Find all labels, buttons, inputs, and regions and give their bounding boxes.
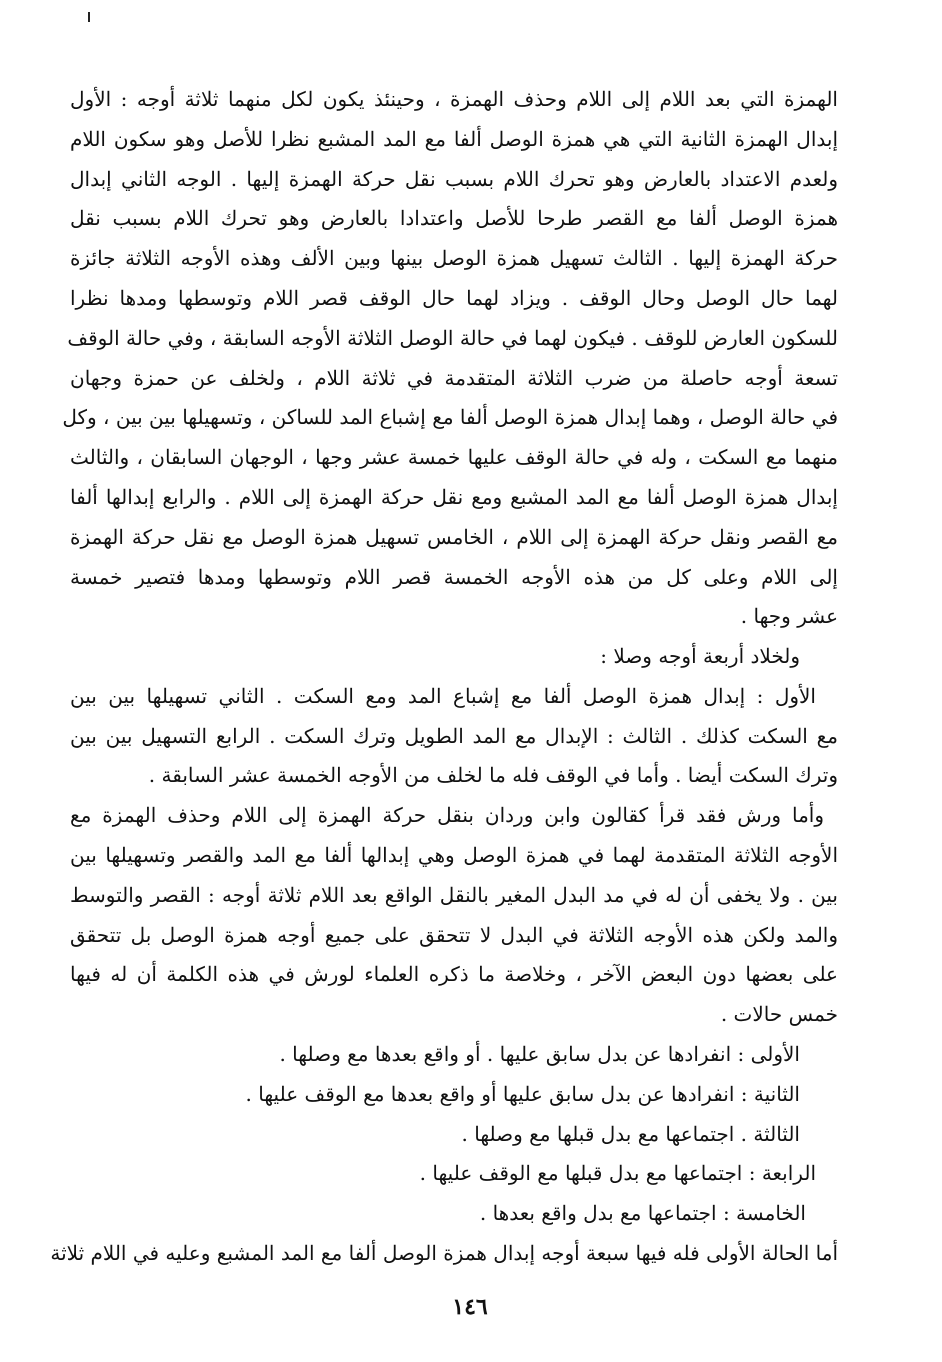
- text-line: منهما مع السكت ، وله في حالة الوقف عليها خمسة عشر وجها ، الوجهان السابقان ، والثالث: [70, 445, 838, 469]
- text-line: حركة الهمزة إليها . الثالث تسهيل همزة الوصل بينها وبين الألف وهذه الأوجه الثلاثة جائزة: [70, 246, 838, 270]
- text-line: في حالة الوصل ، وهما إبدال همزة الوصل ألفا مع إشباع المد للساكن ، وتسهيلها بين بين ، وكل: [62, 405, 838, 429]
- text-line: أما الحالة الأولى فله فيها سبعة أوجه إبدال همزة الوصل ألفا مع المد المشبع وعليه في اللام ثلاثة: [50, 1241, 838, 1265]
- text-line: للسكون العارض للوقف . فيكون لهما في حالة الوصل الثلاثة الأوجه السابقة ، وفي حالة الوقف: [67, 326, 838, 350]
- text-line: الأوجه الثلاثة المتقدمة لهما في همزة الوصل وهي إبدالها ألفا مع المد والقصر وتسهيلها بين: [70, 843, 838, 867]
- text-line: إبدال همزة الوصل ألفا مع المد المشبع ومع نقل حركة الهمزة إلى اللام . والرابع إبدالها ألفا: [70, 485, 838, 509]
- text-line: الهمزة التي بعد اللام إلى اللام وحذف الهمزة ، وحينئذ يكون لكل منهما ثلاثة أوجه : الأول: [70, 87, 838, 111]
- text-line: وترك السكت أيضا . وأما في الوقف فله ما لخلف من الأوجه الخمسة عشر السابقة .: [148, 763, 838, 787]
- text-line: وأما ورش فقد قرأ كقالون وابن وردان بنقل حركة الهمزة إلى اللام وحذف الهمزة مع: [70, 803, 824, 827]
- text-line: على بعضها دون البعض الآخر ، وخلاصة ما ذكره العلماء لورش في هذه الكلمة أن له فيها: [70, 962, 838, 986]
- text-line: عشر وجها .: [740, 604, 838, 628]
- list-item: الثانية : انفرادها عن بدل سابق عليها أو واقع بعدها مع الوقف عليها .: [245, 1082, 800, 1106]
- list-item: الأولى : انفرادها عن بدل سابق عليها . أو واقع بعدها مع وصلها .: [279, 1042, 800, 1066]
- text-line: والمد ولكن هذه الأوجه الثلاثة في البدل لا تتحقق على جميع أوجه همزة الوصل بل تتحقق: [70, 923, 838, 947]
- text-line: همزة الوصل ألفا مع القصر طرحا للأصل واعتدادا بالعارض وهو تحرك اللام بسبب نقل: [70, 206, 838, 230]
- text-line: خمس حالات .: [720, 1002, 838, 1026]
- corner-mark-top: [88, 12, 90, 22]
- list-item: الرابعة : اجتماعها مع بدل قبلها مع الوقف عليها .: [419, 1161, 816, 1185]
- text-line: بين . ولا يخفى أن له في مد البدل المغير بالنقل الواقع بعد اللام ثلاثة أوجه : القصر والتوسط: [70, 883, 838, 907]
- section-heading: ولخلاد أربعة أوجه وصلا :: [600, 644, 800, 668]
- text-line: تسعة أوجه حاصلة من ضرب الثلاثة المتقدمة في ثلاثة اللام ، ولخلف عن حمزة وجهان: [70, 366, 838, 390]
- page-number: ١٤٦: [452, 1294, 488, 1320]
- list-item: الثالثة . اجتماعها مع بدل قبلها مع وصلها .: [461, 1122, 800, 1146]
- text-line: ولعدم الاعتداد بالعارض وهو تحرك اللام بسبب نقل حركة الهمزة إليها . الوجه الثاني إبدال: [70, 167, 838, 191]
- text-line: إبدال الهمزة الثانية التي هي همزة الوصل ألفا مع المد المشبع نظرا للأصل وهو سكون اللام: [70, 127, 838, 151]
- text-line: إلى اللام وعلى كل من هذه الأوجه الخمسة قصر اللام وتوسطها ومدها فتصير خمسة: [70, 565, 838, 589]
- text-line: مع القصر ونقل حركة الهمزة إلى اللام ، الخامس تسهيل همزة الوصل مع نقل حركة الهمزة: [70, 525, 838, 549]
- text-line: مع السكت كذلك . الثالث : الإبدال مع المد الطويل وترك السكت . الرابع التسهيل بين بين: [70, 724, 838, 748]
- text-line: لهما حال الوصل وحال الوقف . ويزاد لهما حال الوقف قصر اللام وتوسطها ومدها نظرا: [70, 286, 838, 310]
- list-item: الخامسة : اجتماعها مع بدل واقع بعدها .: [479, 1201, 806, 1225]
- text-line: الأول : إبدال همزة الوصل ألفا مع إشباع المد ومع السكت . الثاني تسهيلها بين بين: [70, 684, 816, 708]
